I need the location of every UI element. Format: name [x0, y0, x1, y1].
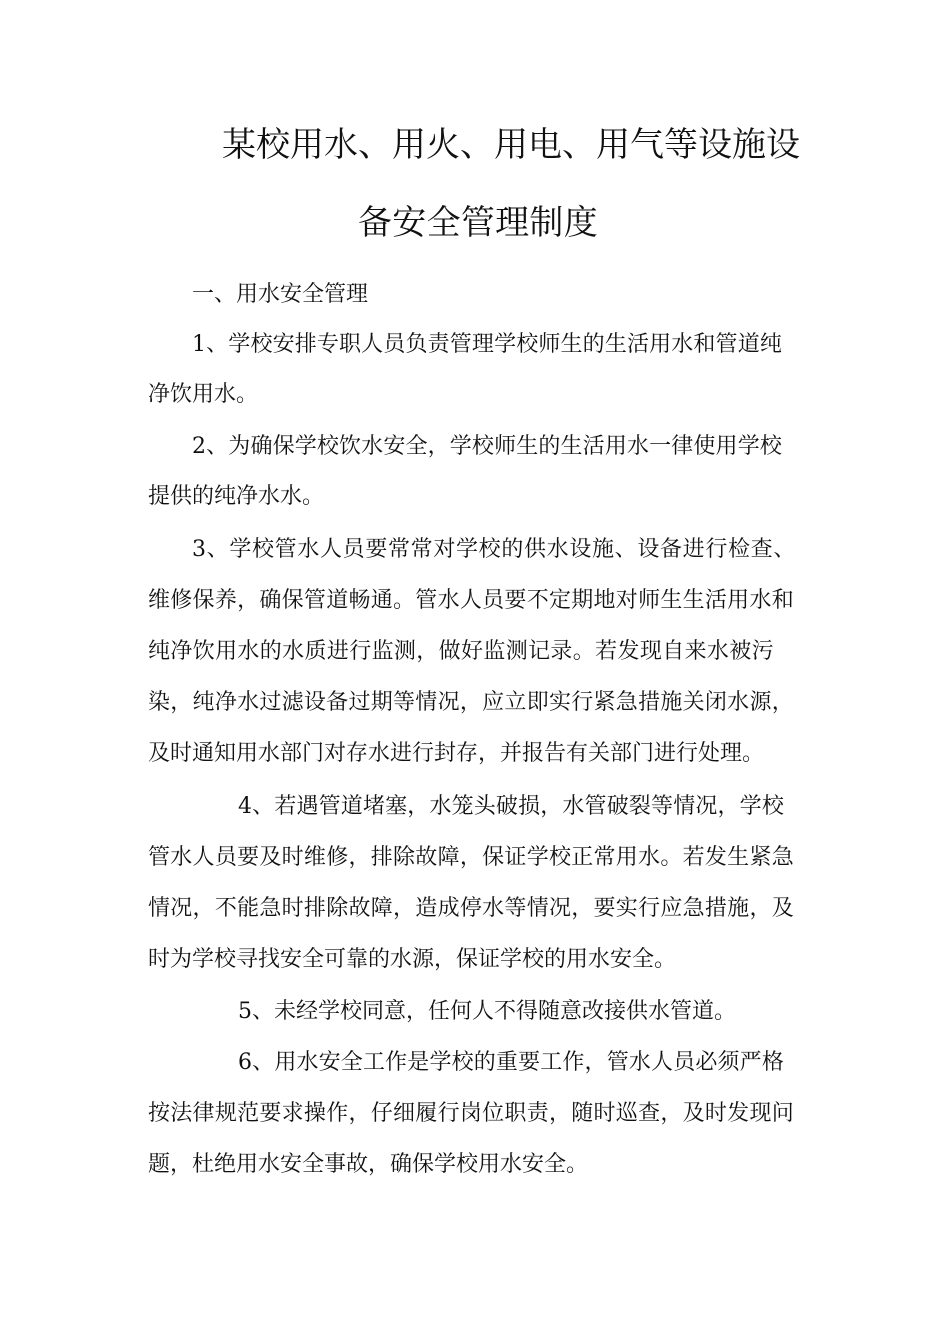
paragraph-3-line-2: 维修保养，确保管道畅通。管水人员要不定期地对师生生活用水和 [148, 588, 795, 613]
document-title-line-2: 备安全管理制度 [358, 203, 598, 243]
paragraph-2-line-1: 2、为确保学校饮水安全，学校师生的生活用水一律使用学校 [192, 434, 782, 459]
paragraph-3-line-1: 3、学校管水人员要常常对学校的供水设施、设备进行检查、 [192, 537, 796, 562]
paragraph-6-line-3: 题，杜绝用水安全事故，确保学校用水安全。 [148, 1152, 589, 1177]
paragraph-1-line-2: 净饮用水。 [148, 382, 259, 407]
paragraph-4-line-4: 时为学校寻找安全可靠的水源，保证学校的用水安全。 [148, 947, 677, 972]
section-heading: 一、用水安全管理 [192, 282, 369, 307]
paragraph-3-line-5: 及时通知用水部门对存水进行封存，并报告有关部门进行处理。 [148, 741, 765, 766]
paragraph-5-line-1: 5、未经学校同意，任何人不得随意改接供水管道。 [238, 999, 736, 1024]
paragraph-1-line-1: 1、学校安排专职人员负责管理学校师生的生活用水和管道纯 [192, 332, 782, 357]
paragraph-2-line-2: 提供的纯净水水。 [148, 484, 325, 509]
paragraph-6-line-1: 6、用水安全工作是学校的重要工作，管水人员必须严格 [238, 1050, 784, 1075]
paragraph-6-line-2: 按法律规范要求操作，仔细履行岗位职责，随时巡查，及时发现问 [148, 1101, 795, 1126]
paragraph-4-line-2: 管水人员要及时维修，排除故障，保证学校正常用水。若发生紧急 [148, 845, 795, 870]
document-title-line-1: 某校用水、用火、用电、用气等设施设 [222, 125, 800, 165]
paragraph-4-line-1: 4、若遇管道堵塞，水笼头破损，水管破裂等情况，学校 [238, 794, 784, 819]
paragraph-4-line-3: 情况，不能急时排除故障，造成停水等情况，要实行应急措施，及 [148, 896, 795, 921]
paragraph-3-line-3: 纯净饮用水的水质进行监测，做好监测记录。若发现自来水被污 [148, 639, 775, 664]
paragraph-3-line-4: 染，纯净水过滤设备过期等情况，应立即实行紧急措施关闭水源， [148, 690, 795, 715]
